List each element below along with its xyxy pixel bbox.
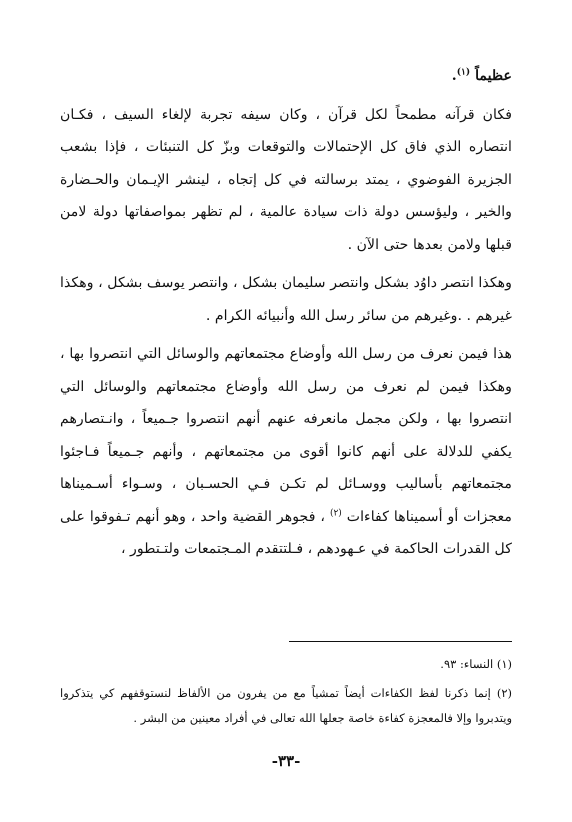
paragraph-opening: عظيماً‏ $^{(١)}$. xyxy=(451,67,512,84)
opening-period: . xyxy=(451,68,457,84)
footnotes xyxy=(60,652,512,731)
footnote-2: (٢) إنما ذكرنا لفظ الكفاءات أيضاً تمشياً مع من يفرون من الألفاظ لنستوقفهم كي يتذكروا ويتدبروا وإلا فالمعجزة كفاءة خاصة جعلها الله تعالى في أفراد معينين من البشر . xyxy=(60,686,512,725)
footnote-ref-2: (٢) xyxy=(329,507,342,518)
body-text xyxy=(60,60,512,572)
footnote-separator xyxy=(289,641,512,642)
opening-word: عظيماً xyxy=(475,68,512,84)
paragraph-3-part-a: هذا فيمن نعرف من رسل الله وأوضاع مجتمعاتهم والوسائل التي انتصروا بها ، وهكذا فيمن لم نعرف من رسل الله وأوضاع مجتمعاتهم والوسائل التي انتصروا بها ، ولكن مجمل مانعرفه عنهم أنهم انتصروا جـميعاً ، وانـتصارهم يكفي للدلالة على أنهم كانوا أقوى من مجتمعاتهم ، وأنهم جـميعاً فـاجئوا مجتمعاتهم بأساليب ووسـائل لم تكـن فـي الحسـبان ، وسـواء أسـميناها معجزات أو أسميناها كفاءات xyxy=(60,346,512,525)
footnote-1: (١) النساء: ٩٣. xyxy=(440,657,512,671)
footnote-ref-1: (١) xyxy=(456,67,471,78)
paragraph-3 xyxy=(60,338,512,566)
paragraph-2: وهكذا انتصر داوُد بشكل وانتصر سليمان بشكل ، وانتصر يوسف بشكل ، وهكذا غيرهم . .وغيرهم من سائر رسل الله وأنبيائه الكرام . xyxy=(60,275,512,324)
page-number: -٣٣- xyxy=(271,752,301,770)
paragraph-1: فكان قرآنه مطمحاً لكل قرآن ، وكان سيفه تجربة لإلغاء السيف ، فكـان انتصاره الذي فاق كل الإحتمالات والتوقعات وبزّ كل التنبئات ، فإذا بشعب الجزيرة الفوضوي ، يمتد برسالته في كل إتجاه ، لينشر الإيـمان والحـضارة والخير ، وليؤسس دولة ذات سيادة عالمية ، لم تظهر بمواصفاتها دولة لامن قبلها ولامن بعدها حتى الآن . xyxy=(60,106,512,253)
paragraph-3-part-b: ، فجوهر القضية واحد ، وهو أنهم تـفوقوا على كل القدرات الحاكمة في عـهودهم ، فـلتتقدم المـجتمعات ولتـتطور ، xyxy=(60,508,512,557)
